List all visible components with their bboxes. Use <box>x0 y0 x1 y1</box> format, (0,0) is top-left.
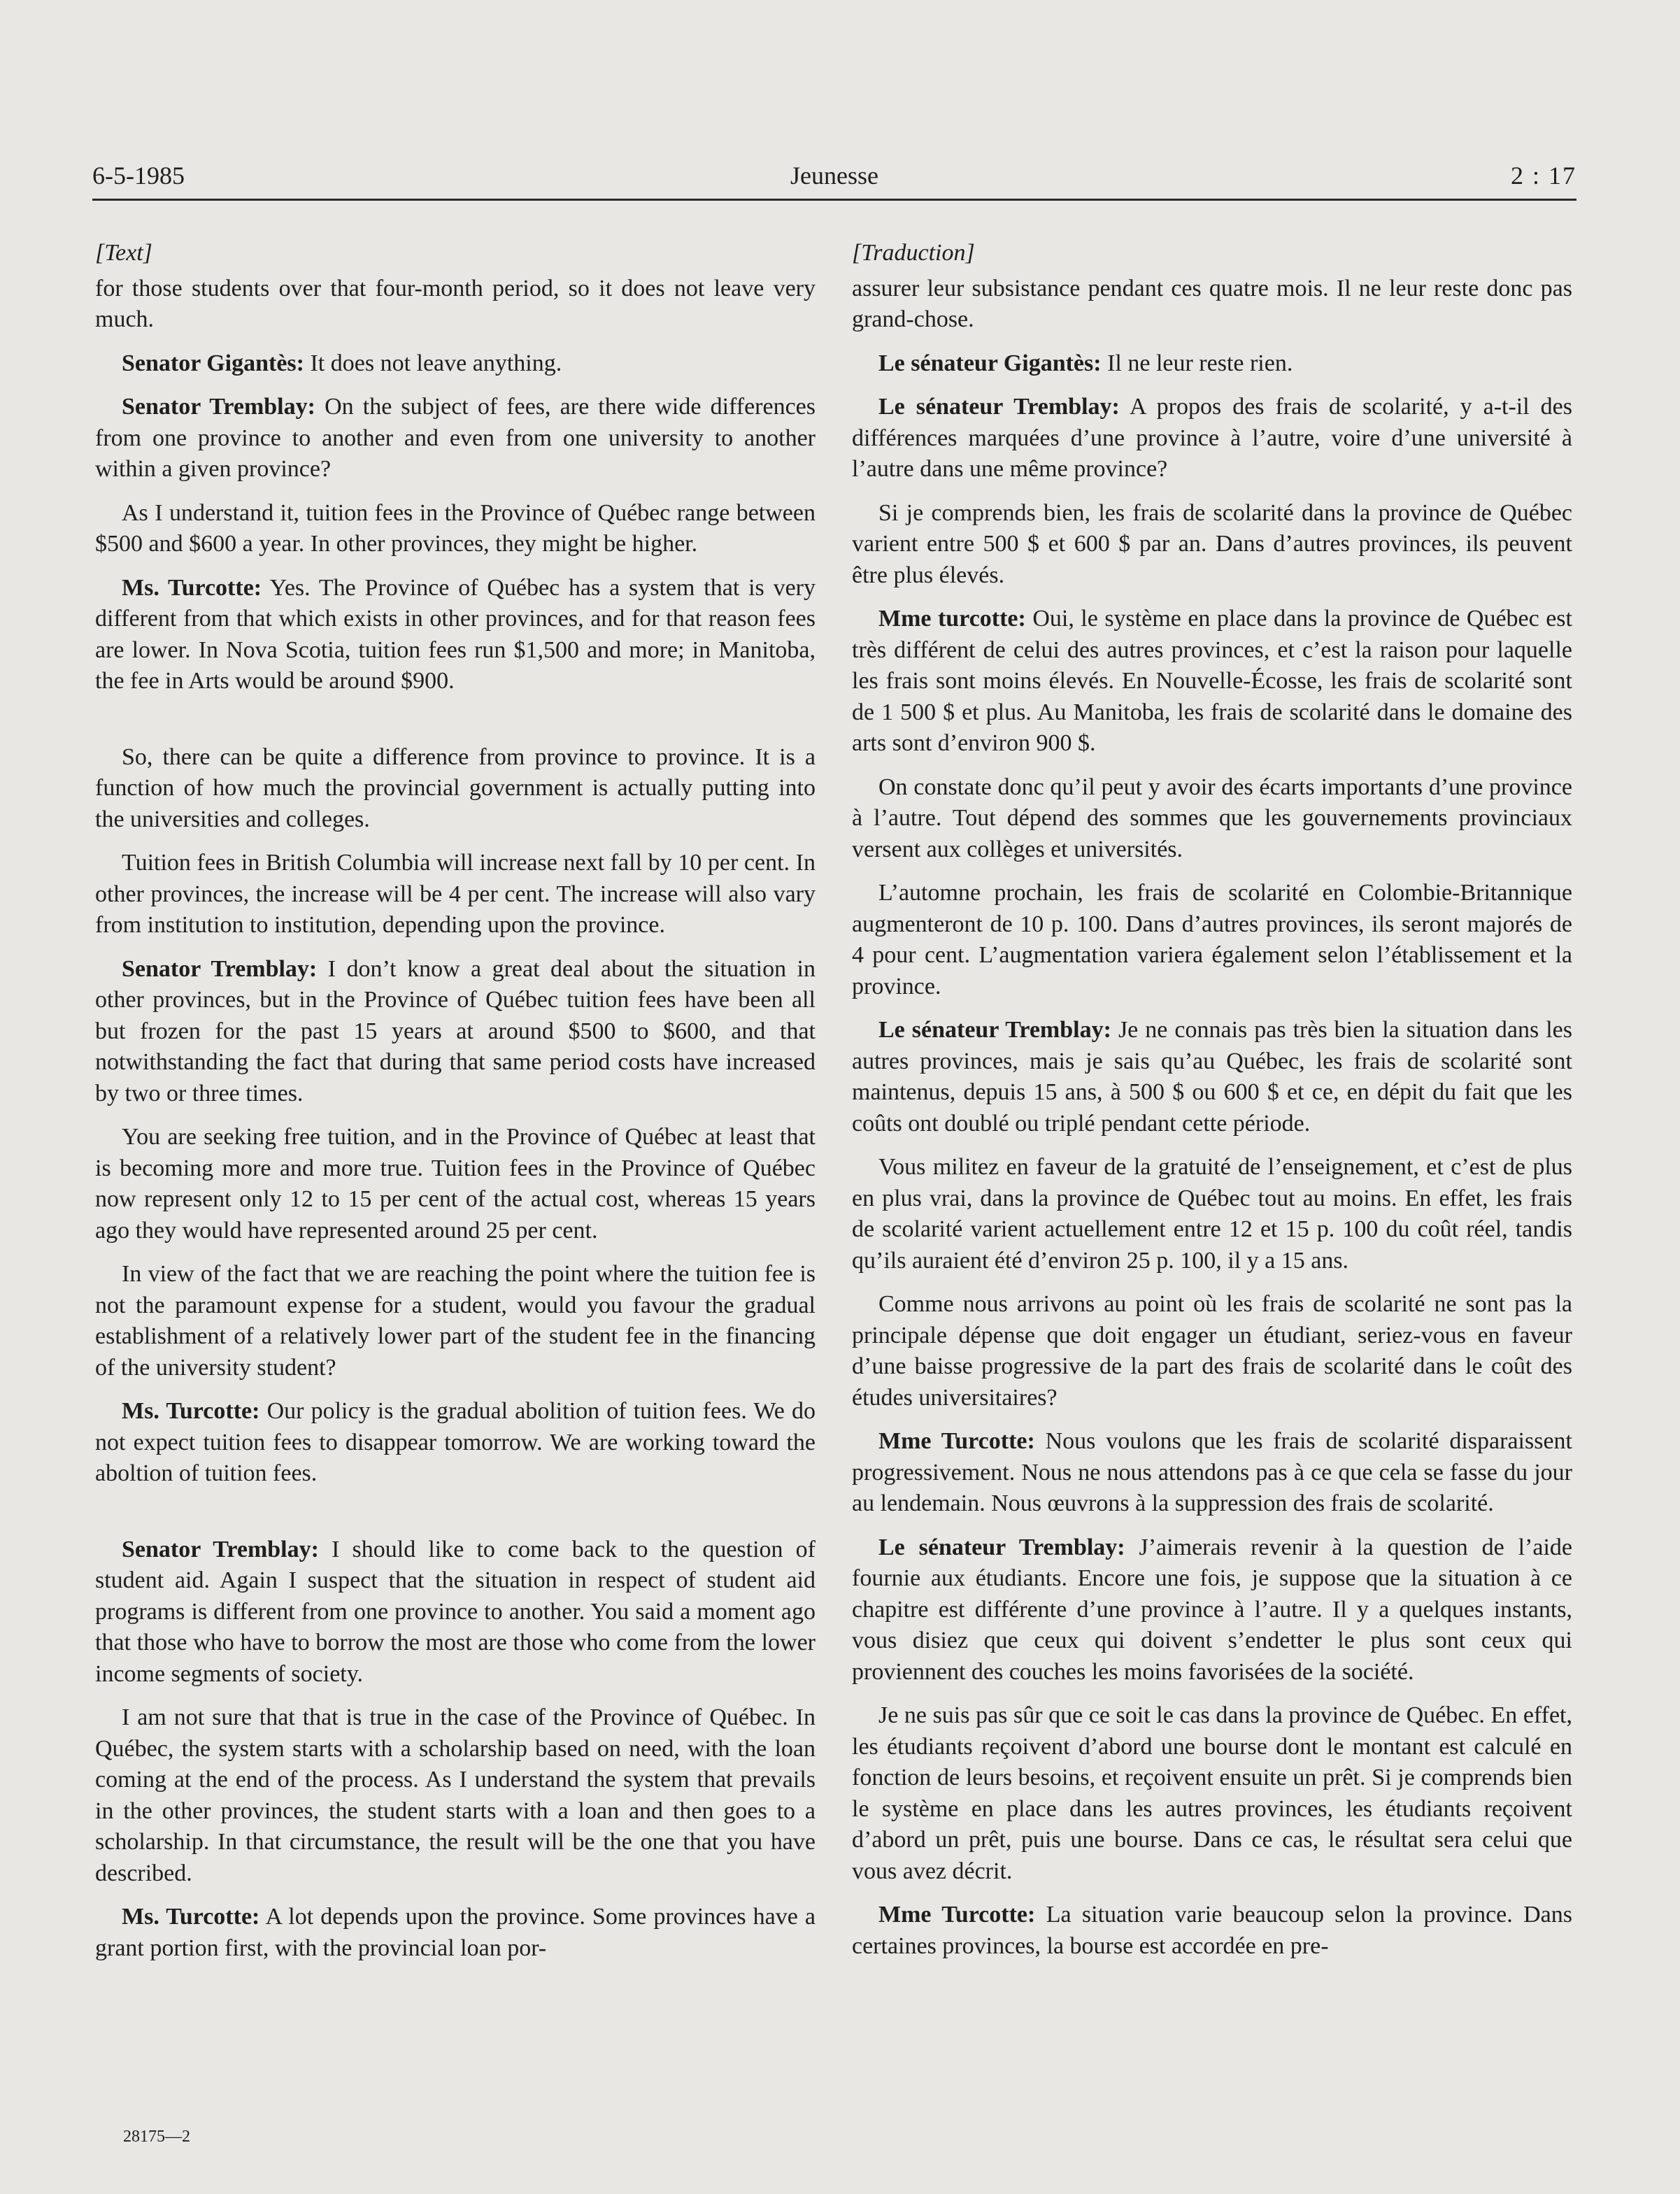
paragraph: I am not sure that that is true in the case of the Province of Québec. In Québec, the system starts with a scholarship based on need, with the loan coming at the end of the process. As I understand the system that prevails in the other provinces, the student starts with a loan and then goes to a scholarship. In that circumstance, the result will be the one that you have described. <box>95 1704 816 1886</box>
paragraph: Je ne suis pas sûr que ce soit le cas dans la province de Québec. En effet, les étudiants reçoivent d’abord une bourse dont le montant est calculé en fonction de leurs besoins, et reçoivent ensuite un prêt. Si je comprends bien le système en place dans les autres provinces, les étudiants reçoivent d’abord un prêt, puis une bourse. Dans ce cas, le résultat sera celui que vous avez décrit. <box>852 1702 1572 1884</box>
speaker-name: Le sénateur Gigantès: <box>878 350 1102 376</box>
header-page-number: 2 : 17 <box>1510 162 1576 190</box>
paragraph <box>95 1902 816 1964</box>
speech-text: Yes. The Province of Québec has a system that is very different from that which exists in other provinces, and for that reason fees are lower. In Nova Scotia, tuition fees run $1,500 and more; in Manitoba, the fee in Arts would be around $900. <box>95 574 816 694</box>
header-title: Jeunesse <box>790 162 878 190</box>
paragraph <box>95 954 816 1110</box>
speaker-name: Mme turcotte: <box>878 606 1026 632</box>
header-date: 6-5-1985 <box>92 162 185 190</box>
page-header <box>92 161 1576 203</box>
speaker-name: Senator Tremblay: <box>122 955 318 982</box>
paragraph <box>852 1532 1572 1688</box>
speech-text: La situation varie beaucoup selon la province. Dans certaines provinces, la bourse est accordée en pre- <box>852 1902 1572 1959</box>
paragraph <box>852 1900 1572 1962</box>
paragraph <box>95 1396 816 1490</box>
paragraph <box>95 573 816 697</box>
speaker-name: Mme Turcotte: <box>878 1902 1036 1928</box>
paragraph: As I understand it, tuition fees in the Province of Québec range between $500 and $600 a year. In other provinces, they might be higher. <box>95 499 816 557</box>
paragraph: You are seeking free tuition, and in the Province of Québec at least that is becoming more and more true. Tuition fees in the Province of Québec now represent only 12 to 15 per cent of the actual cost, whereas 15 years ago they would have represented around 25 per cent. <box>95 1124 816 1244</box>
language-tag: [Traduction] <box>852 240 975 266</box>
speaker-name: Ms. Turcotte: <box>122 1398 260 1424</box>
speech-text: Je ne connais pas très bien la situation dans les autres provinces, mais je sais qu’au Québec, les frais de scolarité sont maintenus, depuis 15 ans, à 500 $ ou 600 $ et ce, en dépit du fait que les coûts ont doublé ou triplé pendant cette période. <box>852 1017 1572 1137</box>
speech-text: Oui, le système en place dans la province de Québec est très différent de celui des autres provinces, et c’est la raison pour laquelle les frais sont moins élevés. En Nouvelle-Écosse, les frais de scolarité sont de 1 500 $ et plus. Au Manitoba, les frais de scolarité dans le domaine des arts sont d’environ 900 $. <box>852 606 1572 756</box>
paragraph: Tuition fees in British Columbia will increase next fall by 10 per cent. In other provinces, the increase will be 4 per cent. The increase will also vary from institution to institution, depending upon the province. <box>95 850 816 938</box>
speaker-name: Senator Gigantès: <box>122 350 304 376</box>
paragraph: Si je comprends bien, les frais de scolarité dans la province de Québec varient entre 500 $ et 600 $ par an. Dans d’autres provinces, ils peuvent être plus élevés. <box>852 499 1572 588</box>
french-column <box>852 238 1572 1974</box>
paragraph <box>852 392 1572 485</box>
speech-text: J’aimerais revenir à la question de l’aide fournie aux étudiants. Encore une fois, je suppose que la situation à ce chapitre est différente d’une province à l’autre. Il y a quelques instants, vous disiez que ceux qui doivent s’endetter le plus sont ceux qui proviennent des couches les moins favorisées de la société. <box>852 1534 1573 1685</box>
paragraph: So, there can be quite a difference from province to province. It is a function of how much the provincial government is actually putting into the universities and colleges. <box>95 743 816 832</box>
paragraph: L’automne prochain, les frais de scolarité en Colombie-Britannique augmenteront de 10 p. 100. Dans d’autres provinces, ils seront majorés de 4 pour cent. L’augmentation variera également selon l’établissement et la province. <box>852 880 1572 999</box>
speaker-name: Mme Turcotte: <box>878 1428 1035 1454</box>
speech-text: On the subject of fees, are there wide differences from one province to another and even from one university to another within a given province? <box>95 394 816 482</box>
paragraph <box>852 348 1572 380</box>
speaker-name: Le sénateur Tremblay: <box>878 394 1120 420</box>
speaker-name: Ms. Turcotte: <box>122 1904 260 1930</box>
paragraph: assurer leur subsistance pendant ces quatre mois. Il ne leur reste donc pas grand-chose. <box>852 275 1572 332</box>
speaker-name: Le sénateur Tremblay: <box>878 1534 1125 1560</box>
speech-text: I should like to come back to the question of student aid. Again I suspect that the situation in respect of student aid programs is different from one province to another. You said a moment ago that those who have to borrow the most are those who come from the lower income segments of society. <box>95 1536 816 1687</box>
paragraph: Comme nous arrivons au point où les frais de scolarité ne sont pas la principale dépense que doit engager un étudiant, seriez-vous en faveur d’une baisse progressive de la part des frais de scolarité dans le coût des études universitaires? <box>852 1291 1572 1411</box>
paragraph <box>852 604 1572 760</box>
paragraph <box>852 1426 1572 1520</box>
speaker-name: Senator Tremblay: <box>122 394 315 420</box>
paragraph <box>95 1534 816 1690</box>
speech-text: It does not leave anything. <box>304 350 562 376</box>
english-column <box>95 238 816 1976</box>
paragraph: In view of the fact that we are reaching the point where the tuition fee is not the paramount expense for a student, would you favour the gradual establishment of a relatively lower part of the student fee in the financing of the university student? <box>95 1261 816 1381</box>
speaker-name: Le sénateur Tremblay: <box>878 1017 1111 1043</box>
paragraph <box>95 392 816 485</box>
paragraph: Vous militez en faveur de la gratuité de l’enseignement, et c’est de plus en plus vrai, dans la province de Québec tout au moins. En effet, les frais de scolarité varient actuellement entre 12 et 15 p. 100 du coût réel, tandis qu’ils auraient été d’environ 25 p. 100, il y a 15 ans. <box>852 1154 1572 1274</box>
speech-text: A propos des frais de scolarité, y a-t-il des différences marquées d’une province à l’autre, voire d’une université à l’autre dans une même province? <box>852 394 1573 482</box>
speech-text: Il ne leur reste rien. <box>1101 350 1293 376</box>
speaker-name: Senator Tremblay: <box>122 1536 319 1562</box>
language-tag: [Text] <box>95 240 152 266</box>
paragraph <box>95 348 816 380</box>
header-rule <box>92 199 1576 201</box>
speaker-name: Ms. Turcotte: <box>122 574 262 601</box>
paragraph <box>852 1015 1572 1139</box>
paragraph: On constate donc qu’il peut y avoir des écarts importants d’une province à l’autre. Tout dépend des sommes que les gouvernements provinciaux versent aux collèges et universités. <box>852 774 1572 862</box>
paragraph: for those students over that four-month period, so it does not leave very much. <box>95 275 816 332</box>
footer-code: 28175—2 <box>123 2128 190 2146</box>
speech-text: I don’t know a great deal about the situation in other provinces, but in the Province of Québec tuition fees have been all but frozen for the past 15 years at around $500 to $600, and that notwithstanding the fact that during that same period costs have increased by two or three times. <box>95 955 816 1106</box>
speech-text: A lot depends upon the province. Some provinces have a grant portion first, with the provincial loan por- <box>95 1904 816 1961</box>
speech-text: Nous voulons que les frais de scolarité disparaissent progressivement. Nous ne nous attendons pas à ce que cela se fasse du jour au lendemain. Nous œuvrons à la suppression des frais de scolarité. <box>852 1428 1573 1516</box>
speech-text: Our policy is the gradual abolition of tuition fees. We do not expect tuition fees to disappear tomorrow. We are working toward the aboltion of tuition fees. <box>95 1398 816 1486</box>
